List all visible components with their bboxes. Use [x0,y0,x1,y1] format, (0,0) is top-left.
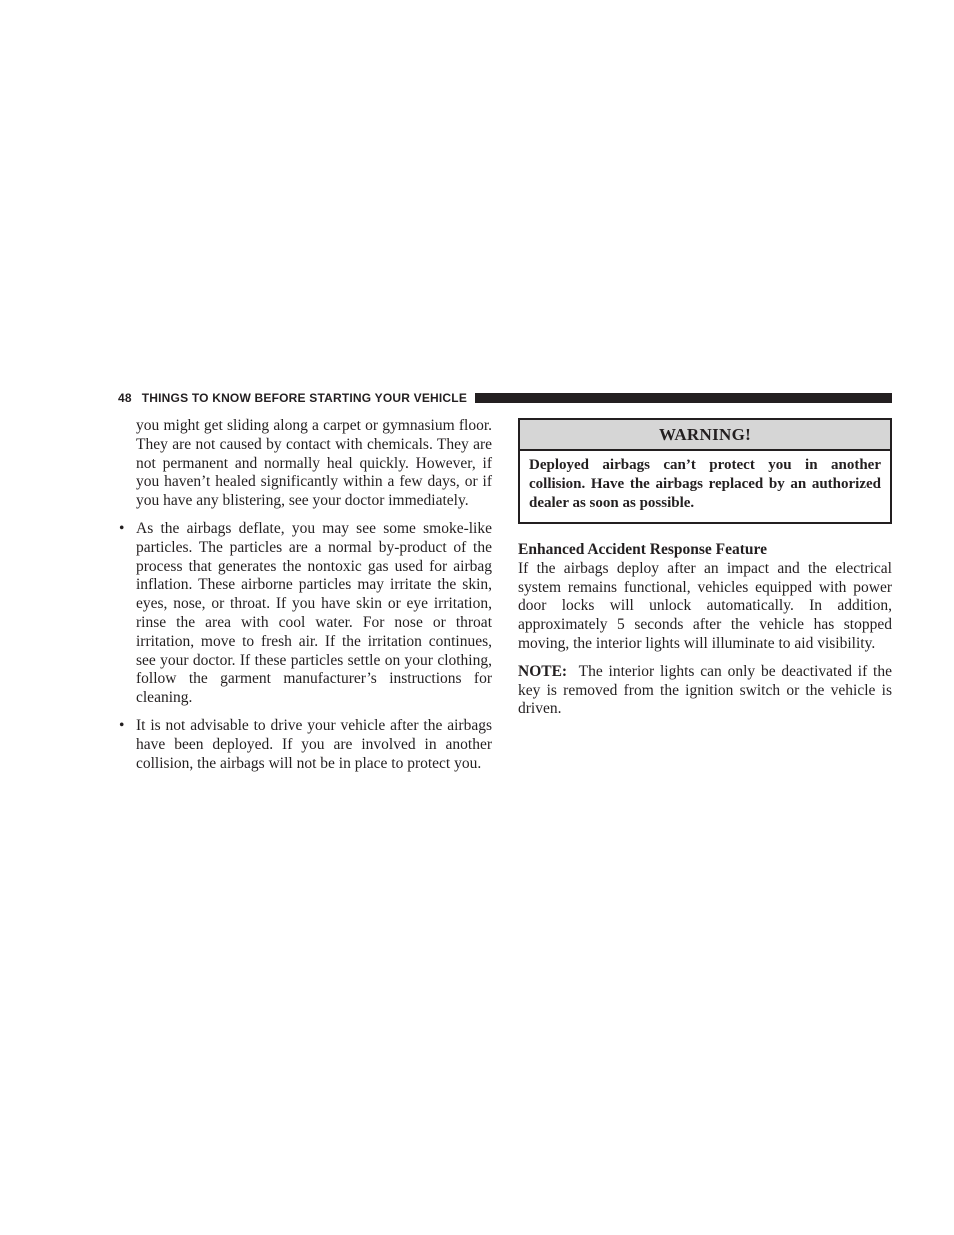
bullet-icon: • [119,716,125,734]
feature-heading: Enhanced Accident Response Feature [518,541,768,558]
warning-box [518,418,892,524]
page-number: 48 [118,391,132,405]
bullet-text: It is not advisable to drive your vehicle after the airbags have been deployed. If you are involved in another collision, the airbags will not be in place to protect you. [136,716,492,772]
note-paragraph [518,663,892,719]
page-header [118,390,892,406]
left-column [118,417,492,773]
warning-text: Deployed airbags can’t protect you in another collision. Have the airbags replaced by an authorized dealer as soon as possible. [529,457,881,511]
section-title: THINGS TO KNOW BEFORE STARTING YOUR VEHICLE [141,391,468,405]
bullet-icon: • [119,519,125,537]
note-text: The interior lights can only be deactivated if the key is removed from the ignition switch or the vehicle is driven. [518,662,892,718]
bullet-item-driving-after-deployment [118,717,492,773]
bullet-text: As the airbags deflate, you may see some smoke-like particles. The particles are a normal by-product of the process that generates the nontoxic gas used for airbag inflation. These airborne particles may irritate the skin, eyes, nose, or throat. If you have skin or eye irritation, rinse the area with cool water. For nose or throat irritation, move to fresh air. If the irritation continues, see your doctor. If these particles settle on your clothing, follow the garment manufacturer’s instructions for cleaning. [136,519,492,707]
right-column [518,418,892,719]
note-label: NOTE: [518,662,568,680]
feature-paragraph: If the airbags deploy after an impact and the electrical system remains functional, vehicles equipped with power door locks will unlock automatically. In addition, approximately 5 seconds after the vehicle has stopped moving, the interior lights will illuminate to aid visibility. [518,559,892,652]
bullet-item-smoke-particles [118,520,492,708]
warning-title: WARNING! [520,420,890,451]
continued-paragraph: you might get sliding along a carpet or gymnasium floor. They are not caused by contact with chemicals. They are not permanent and normally heal quickly. However, if you haven’t healed significantly within a few days, or if you have any blistering, see your doctor immediately. [136,417,492,510]
header-rule [475,393,892,403]
